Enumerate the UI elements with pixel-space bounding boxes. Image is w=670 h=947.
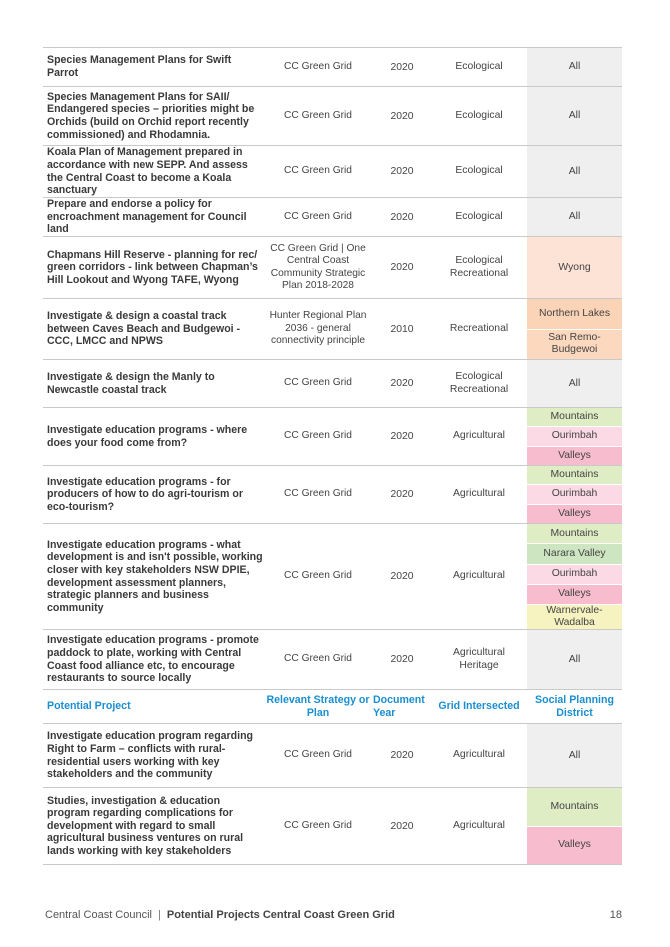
- document-year: 2020: [390, 110, 414, 122]
- table-row: [43, 146, 622, 198]
- project-name: Investigate education programs - for producers of how to do agri-tourism or eco-tourism?: [47, 475, 243, 513]
- district-badge: Valleys: [527, 504, 622, 523]
- planning-district-cell: [527, 87, 622, 145]
- grid-intersected: Agricultural: [453, 749, 505, 761]
- district-badge: All: [527, 146, 622, 197]
- strategy-plan: CC Green Grid: [284, 60, 352, 72]
- district-badge: All: [527, 630, 622, 689]
- planning-district-cell: [527, 408, 622, 465]
- grid-intersected: Ecological Recreational: [449, 371, 509, 395]
- project-name: Species Management Plans for Swift Parrot: [47, 54, 232, 79]
- district-badge: Wyong: [527, 237, 622, 298]
- planning-district-cell: [527, 788, 622, 864]
- table-row: [43, 47, 622, 87]
- header-strategy: Relevant Strategy or Plan: [266, 694, 370, 719]
- district-badge: Ourimbah: [527, 484, 622, 503]
- grid-intersected: Agricultural: [453, 430, 505, 442]
- strategy-plan: CC Green Grid: [284, 749, 352, 761]
- project-name: Studies, investigation & education program regarding complications for development with regard to small agricultural business ventures on rural lands working with key stakeholders: [47, 794, 244, 857]
- footer: [45, 909, 395, 921]
- project-name: Investigate & design a coastal track between Caves Beach and Budgewoi - CCC, LMCC and NPWS: [47, 310, 241, 348]
- planning-district-cell: [527, 198, 622, 236]
- project-name: Prepare and endorse a policy for encroachment management for Council land: [47, 198, 247, 236]
- document-year: 2010: [390, 323, 414, 335]
- header-year: Document Year: [373, 694, 425, 719]
- grid-intersected: Agricultural Heritage: [453, 647, 505, 671]
- table-row: [43, 788, 622, 865]
- table-row: [43, 630, 622, 690]
- document-year: 2020: [390, 750, 414, 761]
- project-name: Investigate & design the Manly to Newcastle coastal track: [47, 370, 215, 396]
- grid-intersected: Ecological: [455, 165, 503, 177]
- planning-district-cell: [527, 360, 622, 407]
- document-year: 2020: [390, 61, 414, 73]
- footer-separator: |: [158, 909, 161, 921]
- strategy-plan: CC Green Grid | One Central Coast Community Strategic Plan 2018-2028: [270, 242, 366, 291]
- district-badge: All: [527, 87, 622, 145]
- district-badge: All: [527, 360, 622, 407]
- strategy-plan: CC Green Grid: [284, 430, 352, 442]
- project-name: Investigate education programs - where does your food come from?: [47, 423, 248, 449]
- table-row: [43, 198, 622, 237]
- strategy-plan: CC Green Grid: [284, 488, 352, 500]
- header-district: Social Planning District: [535, 694, 614, 719]
- strategy-plan: CC Green Grid: [284, 165, 352, 177]
- table-row: [43, 360, 622, 408]
- strategy-plan: CC Green Grid: [284, 570, 352, 582]
- district-badge: All: [527, 198, 622, 236]
- district-badge: Mountains: [527, 466, 622, 484]
- grid-intersected: Ecological: [455, 210, 503, 222]
- district-badge: Mountains: [527, 524, 622, 543]
- projects-table: [43, 47, 622, 865]
- page-number: 18: [609, 909, 622, 921]
- district-badge: Mountains: [527, 788, 622, 826]
- table-row: [43, 87, 622, 146]
- document-year: 2020: [390, 378, 414, 389]
- planning-district-cell: [527, 299, 622, 359]
- district-badge: All: [527, 724, 622, 787]
- project-name: Investigate education programs - promote paddock to plate, working with Central Coast food alliance etc, to encourage restaurants to source locally: [47, 634, 259, 685]
- district-badge: Ourimbah: [527, 564, 622, 584]
- planning-district-cell: [527, 524, 622, 629]
- planning-district-cell: [527, 237, 622, 298]
- header-project: Potential Project: [47, 700, 131, 713]
- document-year: 2020: [390, 431, 414, 442]
- table-row: [43, 237, 622, 299]
- document-year: 2020: [390, 820, 414, 832]
- district-badge: Valleys: [527, 826, 622, 865]
- strategy-plan: Hunter Regional Plan 2036 - general connectivity principle: [269, 310, 367, 347]
- footer-org: Central Coast Council: [45, 909, 152, 921]
- document-year: 2020: [390, 654, 414, 665]
- strategy-plan: CC Green Grid: [284, 377, 352, 389]
- district-badge: Narara Valley: [527, 543, 622, 563]
- document-year: 2020: [390, 262, 414, 273]
- project-name: Species Management Plans for SAII/ Endangered species – priorities might be Orchids (build on Orchid report recently commissioned) and Rhodamnia.: [47, 90, 255, 141]
- district-badge: All: [527, 48, 622, 86]
- district-badge: Mountains: [527, 408, 622, 426]
- grid-intersected: Ecological: [455, 60, 503, 72]
- project-name: Investigate education programs - what development is and isn't possible, working closer with key stakeholders NSW DPIE, development assessment planners, strategic planners and business community: [47, 538, 263, 614]
- planning-district-cell: [527, 630, 622, 689]
- project-name: Koala Plan of Management prepared in accordance with new SEPP. And assess the Central Coast to become a Koala sanctuary: [47, 146, 248, 197]
- district-badge: Valleys: [527, 446, 622, 465]
- grid-intersected: Ecological Recreational: [449, 255, 509, 279]
- planning-district-cell: [527, 146, 622, 197]
- document-year: 2020: [390, 571, 414, 582]
- grid-intersected: Recreational: [449, 322, 509, 334]
- district-badge: Ourimbah: [527, 426, 622, 445]
- district-badge: Warnervale-Wadalba: [527, 604, 622, 629]
- strategy-plan: CC Green Grid: [284, 109, 352, 121]
- table-row: [43, 724, 622, 788]
- table-row: [43, 408, 622, 466]
- document-year: 2020: [390, 489, 414, 500]
- table-row: [43, 524, 622, 630]
- header-grid: Grid Intersected: [438, 700, 520, 713]
- district-badge: Valleys: [527, 584, 622, 604]
- document-year: 2020: [390, 166, 414, 177]
- grid-intersected: Ecological: [455, 109, 503, 121]
- district-badge: Northern Lakes: [527, 299, 622, 329]
- footer-title: Potential Projects Central Coast Green Grid: [166, 909, 395, 921]
- table-row: [43, 466, 622, 524]
- table-header-row: [43, 690, 622, 724]
- strategy-plan: CC Green Grid: [284, 653, 352, 665]
- table-row: [43, 299, 622, 360]
- grid-intersected: Agricultural: [453, 819, 505, 831]
- strategy-plan: CC Green Grid: [284, 210, 352, 222]
- district-badge: San Remo-Budgewoi: [527, 329, 622, 360]
- planning-district-cell: [527, 466, 622, 523]
- planning-district-cell: [527, 48, 622, 86]
- grid-intersected: Agricultural: [453, 488, 505, 500]
- strategy-plan: CC Green Grid: [284, 819, 352, 831]
- project-name: Investigate education program regarding Right to Farm – conflicts with rural-residential users working with key stakeholders and the community: [47, 730, 254, 781]
- project-name: Chapmans Hill Reserve - planning for rec/ green corridors - link between Chapman’s Hill Lookout and Wyong TAFE, Wyong: [47, 248, 258, 286]
- planning-district-cell: [527, 724, 622, 787]
- document-year: 2020: [390, 211, 414, 223]
- grid-intersected: Agricultural: [453, 570, 505, 582]
